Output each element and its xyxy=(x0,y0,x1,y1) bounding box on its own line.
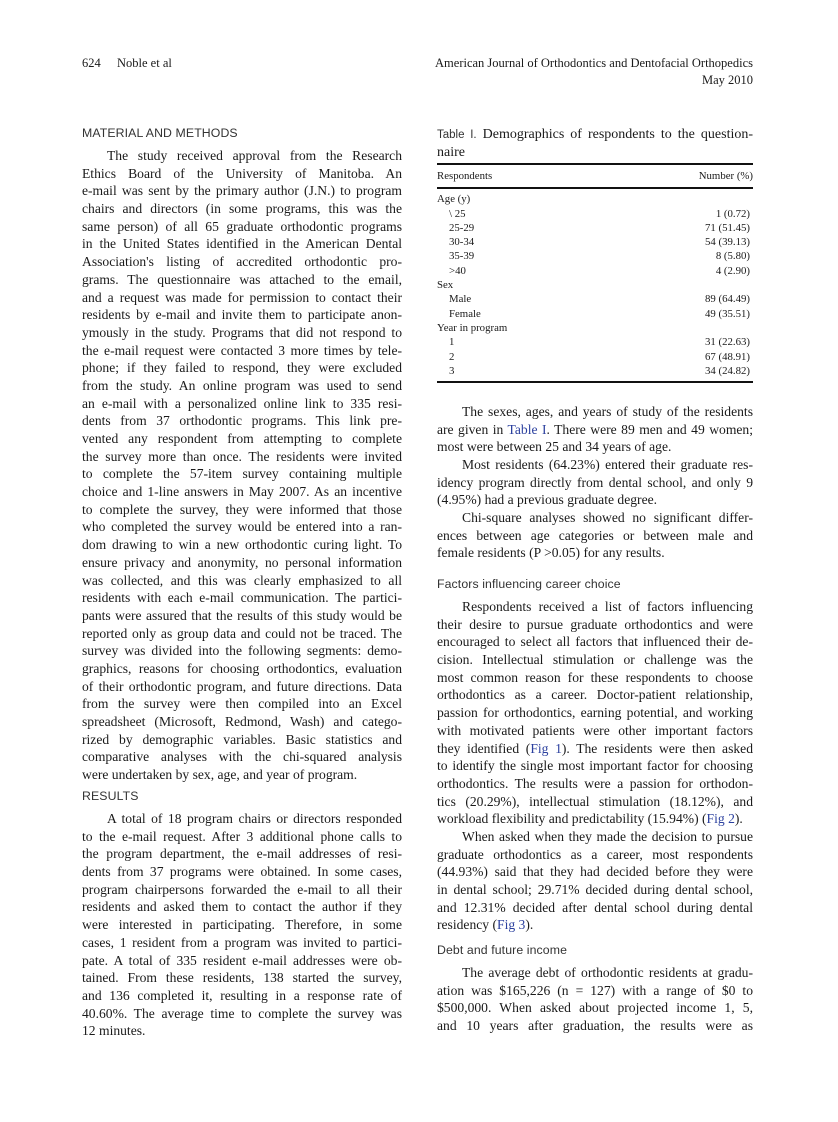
table-row-label: >40 xyxy=(449,264,466,277)
table-row-value: 54 (39.13) xyxy=(705,236,750,249)
table-row xyxy=(437,350,753,364)
table-row-label: 2 xyxy=(449,350,455,363)
paragraph-factors xyxy=(437,598,753,828)
text-line: were undertaken by sex, age, and year of program. xyxy=(82,767,358,783)
table-group-label: Age (y) xyxy=(437,193,471,206)
journal-issue: May 2010 xyxy=(701,73,753,87)
table-row xyxy=(437,207,753,221)
table-caption xyxy=(437,126,753,161)
text-line: e-mail was sent by the primary author (J.N.) to program xyxy=(82,183,402,199)
text-line: (44.93%) said that they had decided before they were xyxy=(437,864,753,880)
text-line: in dental school; 29.71% decided during dental school, xyxy=(437,882,753,898)
text-segment: ). xyxy=(734,811,743,827)
text-line: to complete the 57-item survey containing multiple xyxy=(82,466,402,482)
text-line: tained. From these residents, 138 started the survey, xyxy=(82,970,402,986)
text-line: encouraged to select all factors that influenced their de- xyxy=(437,634,753,650)
text-segment: they identified ( xyxy=(437,740,531,756)
text-line: Chi-square analyses showed no significant differ- xyxy=(462,510,753,525)
text-line: grams. The questionnaire was attached to the email, xyxy=(82,271,402,287)
table-row-value: 4 (2.90) xyxy=(715,264,750,277)
table-row-label: 35-39 xyxy=(449,250,475,263)
section-heading-factors: Factors influencing career choice xyxy=(437,577,621,591)
text-line: the survey more than once. The residents were invited xyxy=(82,448,402,464)
running-authors: Noble et al xyxy=(117,56,172,70)
cross-reference-link[interactable]: Fig 2 xyxy=(706,811,735,827)
table-row-label: 3 xyxy=(449,364,455,377)
text-line: their desire to pursue graduate orthodontics and were xyxy=(437,616,753,632)
table-row xyxy=(437,335,753,349)
text-line: tics (20.29%), intellectual stimulation (18.12%), and xyxy=(437,793,753,809)
text-line: most common reason for these respondents to choose xyxy=(437,669,753,685)
table-row-label: 30-34 xyxy=(449,236,475,249)
table-row xyxy=(437,249,753,263)
table-row-value: 89 (64.49) xyxy=(705,293,750,306)
text-line: orthodontics as a career. Doctor-patient relationship, xyxy=(437,687,753,703)
text-line: $500,000. When asked about projected income 1, 5, xyxy=(437,1000,753,1016)
text-line: residents and asked them to contact the author if they xyxy=(82,899,402,915)
table-row-label: 25-29 xyxy=(449,221,475,234)
text-line xyxy=(437,421,753,439)
text-line: program chairpersons forwarded the e-mail to all their xyxy=(82,881,402,897)
text-line: who completed the survey would be entered into a ran- xyxy=(82,519,402,535)
text-line: ensure privacy and anonymity, no personal information xyxy=(82,554,402,570)
text-line: pants were assured that the results of this study would be xyxy=(82,607,402,623)
text-line: and 136 completed it, resulting in a response rate of xyxy=(82,987,402,1003)
table-row xyxy=(437,221,753,235)
text-line: When asked when they made the decision to pursue xyxy=(462,829,753,844)
text-line: rized by demographic variables. Basic statistics and xyxy=(82,731,402,747)
table-row-value: 67 (48.91) xyxy=(705,350,750,363)
text-line: Most residents (64.23%) entered their graduate res- xyxy=(462,457,753,472)
text-line: Respondents received a list of factors influencing xyxy=(462,599,753,614)
text-line: 40.60%. The average time to complete the survey was xyxy=(82,1005,402,1021)
text-line: from the survey were then compiled into an Excel xyxy=(82,696,402,712)
table-row xyxy=(437,364,753,378)
section-heading-results: RESULTS xyxy=(82,789,139,803)
table-row-label: \ 25 xyxy=(449,207,466,220)
text-line: (4.95%) had a previous graduate degree. xyxy=(437,492,658,508)
table-row-value xyxy=(615,278,753,292)
table-title: Demographics of respondents to the question- xyxy=(482,127,754,142)
text-line: to identify the single most important factor for choosing xyxy=(437,758,753,774)
table-row xyxy=(437,278,753,292)
paragraph-demographics xyxy=(437,403,753,456)
text-line: comparative analyses with the chi-squared analysis xyxy=(82,749,402,765)
text-segment: are given in xyxy=(437,421,508,437)
paragraph-methods xyxy=(82,147,402,784)
text-line: chairs and directors (in some programs, this was the xyxy=(82,201,402,217)
text-line: dom drawing to win a new orthodontic curing light. To xyxy=(82,537,402,553)
text-line: The study received approval from the Research xyxy=(107,148,402,163)
text-segment: ). The residents were then asked xyxy=(561,740,753,756)
text-line: were interested in participating. Therefore, in some xyxy=(82,917,402,933)
text-line: to the e-mail request. After 3 additional phone calls to xyxy=(82,828,402,844)
text-line xyxy=(437,916,753,934)
text-line: Association's listing of accredited orthodontic pro- xyxy=(82,254,402,270)
text-line: cision. Intellectual stimulation or challenge was the xyxy=(437,652,753,668)
paragraph-entry xyxy=(437,456,753,509)
paragraph-decision xyxy=(437,828,753,934)
text-line: and a request was made for permission to contact their xyxy=(82,289,402,305)
text-line: choice and 1-line answers in May 2007. As an incentive xyxy=(82,484,402,500)
text-line: The average debt of orthodontic residents at gradu- xyxy=(462,965,753,980)
table-row-value: 49 (35.51) xyxy=(705,307,750,320)
text-line: passion for orthodontics, earning potential, and working xyxy=(437,705,753,721)
text-line: residents by e-mail and invite them to participate anon- xyxy=(82,307,402,323)
text-line: dents from 37 orthodontic programs. This link pre- xyxy=(82,413,402,429)
table-row-value: 8 (5.80) xyxy=(715,250,750,263)
text-line: ences between age categories or between male and xyxy=(437,527,753,543)
table-group-label: Year in program xyxy=(437,321,508,334)
column-header-number: Number (%) xyxy=(698,170,753,182)
table-row xyxy=(437,188,753,206)
text-line: idency program directly from dental school, and only 9 xyxy=(437,474,753,490)
text-line: dents from 37 programs were obtained. In some cases, xyxy=(82,864,402,880)
text-line: ation was $165,226 (n = 127) with a range of $0 to xyxy=(437,982,753,998)
journal-title: American Journal of Orthodontics and Dentofacial Orthopedics xyxy=(435,56,753,70)
text-line: ymously in the study. Programs that did not respond to xyxy=(82,324,402,340)
table-row xyxy=(437,321,753,335)
section-heading-debt: Debt and future income xyxy=(437,943,568,957)
page-number: 624 xyxy=(82,56,101,70)
column-header-respondents: Respondents xyxy=(437,170,493,182)
text-segment: workload flexibility and predictability (15.94%) ( xyxy=(437,811,707,827)
text-line: of their orthodontic program, and future directions. Data xyxy=(82,678,402,694)
table-label: Table I. xyxy=(437,129,477,141)
table-row-label: Female xyxy=(449,307,481,320)
text-line: and 10 years after graduation, the results were as xyxy=(437,1018,753,1034)
text-line: most were between 25 and 34 years of age. xyxy=(437,439,672,455)
text-line: female residents (P >0.05) for any results. xyxy=(437,545,665,561)
text-line: same person) of all 65 graduate orthodontic programs xyxy=(82,218,402,234)
text-line: graphics, reasons for choosing orthodontics, evaluation xyxy=(82,660,402,676)
text-line: reported only as group data and could not be traced. The xyxy=(82,625,402,641)
table-row-value: 1 (0.72) xyxy=(715,207,750,220)
text-line: pate. A total of 335 resident e-mail addresses were ob- xyxy=(82,952,402,968)
table-row-value xyxy=(615,188,753,206)
section-heading-methods: MATERIAL AND METHODS xyxy=(82,126,238,140)
text-line: survey was divided into the following segments: demo- xyxy=(82,643,402,659)
text-line: residents with each e-mail communication. The partici- xyxy=(82,590,402,606)
cross-reference-link[interactable]: Fig 3 xyxy=(497,917,526,933)
table-row-label: 1 xyxy=(449,336,455,349)
table-row-value: 31 (22.63) xyxy=(705,336,750,349)
text-line: the program department, the e-mail addresses of resi- xyxy=(82,846,402,862)
paragraph-results xyxy=(82,810,402,1040)
paragraph-chi-square xyxy=(437,509,753,562)
text-line: from the study. An online program was used to send xyxy=(82,377,402,393)
paragraph-debt xyxy=(437,964,753,1035)
table-row-value xyxy=(615,321,753,335)
text-line: spreadsheet (Microsoft, Redmond, Wash) and catego- xyxy=(82,714,402,729)
table-row xyxy=(437,292,753,306)
text-line: phone; if they failed to respond, they were excluded xyxy=(82,360,402,376)
table-row-value: 34 (24.82) xyxy=(705,364,750,377)
text-line: 12 minutes. xyxy=(82,1023,146,1039)
text-line: an e-mail with a personalized online link to 335 resi- xyxy=(82,395,402,411)
table-row-value: 71 (51.45) xyxy=(705,221,750,234)
table-title-cont: naire xyxy=(437,145,465,160)
table-row-label: Male xyxy=(449,293,472,306)
text-segment: ). xyxy=(525,917,534,933)
text-line: and 12.31% decided after dental school during dental xyxy=(437,899,753,915)
text-line: Ethics Board of the University of Manitoba. An xyxy=(82,165,402,181)
text-line: orthodontics. The results were a passion for orthodon- xyxy=(437,775,753,791)
cross-reference-link[interactable]: Table I xyxy=(507,421,547,437)
text-line: vented any respondent from attempting to complete xyxy=(82,431,402,446)
text-line: A total of 18 program chairs or directors responded xyxy=(107,811,402,826)
text-line: in the United States identified in the American Dental xyxy=(82,236,402,252)
text-line: to complete the survey, they were informed that those xyxy=(82,501,402,517)
text-line xyxy=(437,810,753,828)
table-row xyxy=(437,307,753,321)
demographics-table xyxy=(437,163,753,383)
text-line: was collected, and this was clearly emphasized to all xyxy=(82,572,402,588)
table-group-label: Sex xyxy=(437,279,454,292)
text-line xyxy=(437,740,753,758)
table-row xyxy=(437,264,753,278)
table-row xyxy=(437,235,753,249)
cross-reference-link[interactable]: Fig 1 xyxy=(530,740,562,756)
text-segment: residency ( xyxy=(437,917,498,933)
text-line: The sexes, ages, and years of study of the residents xyxy=(462,404,753,419)
text-line: the e-mail request were contacted 3 more times by tele- xyxy=(82,342,402,358)
text-line: with motivated patients were other important factors xyxy=(437,722,753,738)
text-segment: . There were 89 men and 49 women; xyxy=(546,421,753,437)
text-line: cases, 1 resident from a program was invited to partici- xyxy=(82,934,402,950)
text-line: graduate orthodontics as a career, most respondents xyxy=(437,846,753,862)
